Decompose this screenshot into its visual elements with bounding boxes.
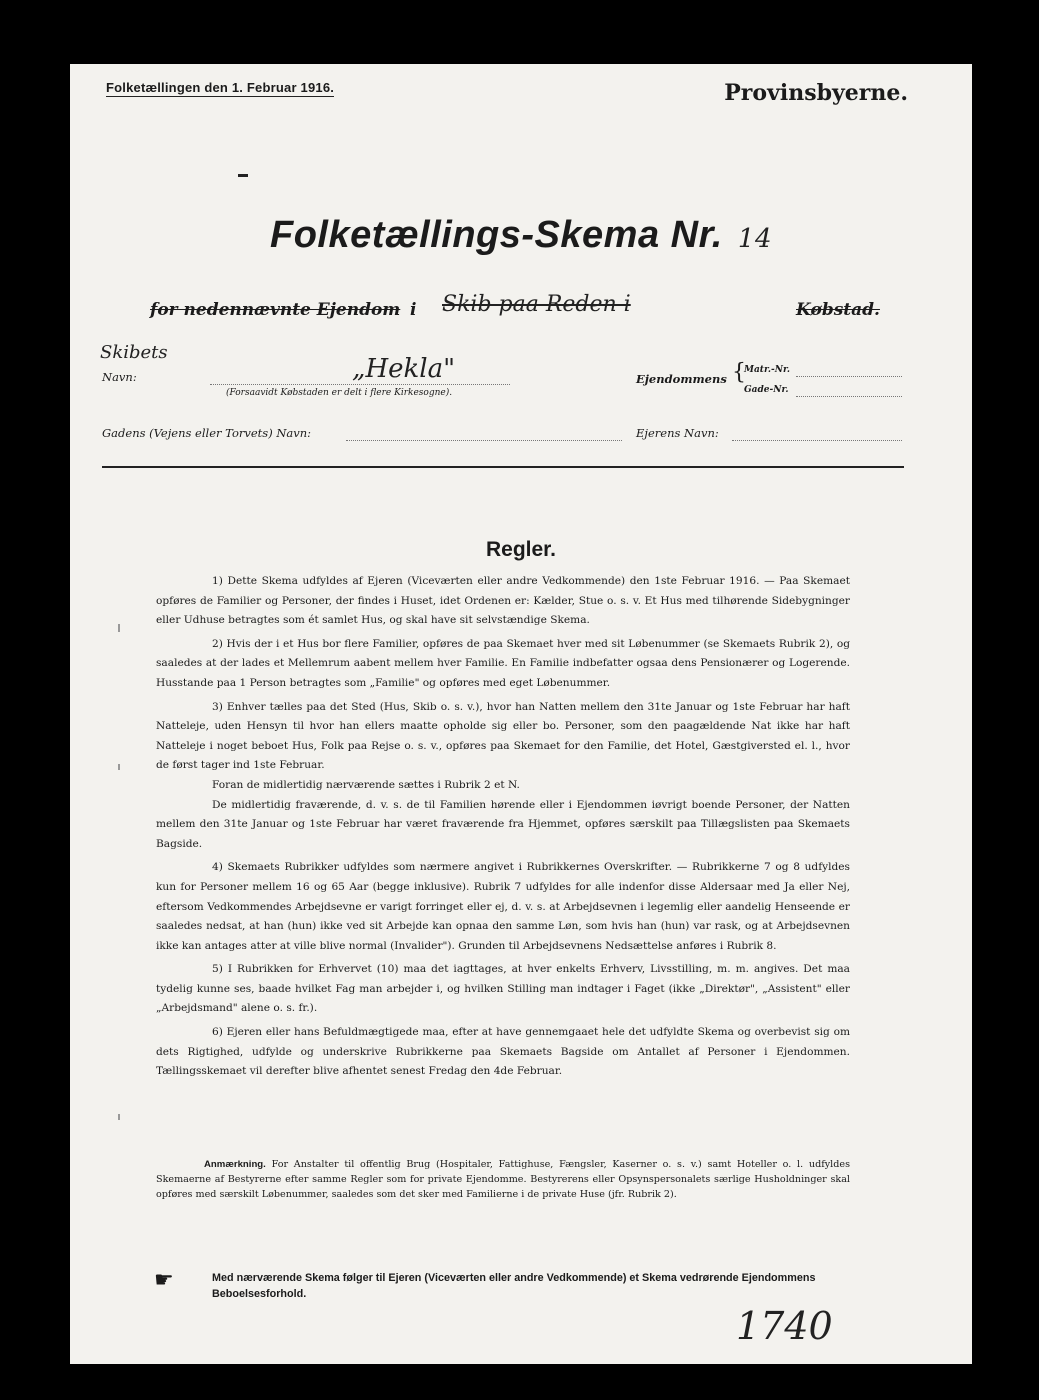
street-name-label: Gadens (Vejens eller Torvets) Navn: — [102, 426, 312, 440]
rule-paragraph-3c: De midlertidig fraværende, d. v. s. de til Familien hørende eller i Ejendommen iøvrigt boende Personer, der Natten mellem den 31te Januar og 1ste Februar har været fraværende fra Hjemmet, opføres særskilt paa Tillægslisten paa Skemaets Bagside. — [156, 798, 850, 850]
parish-note: (Forsaavidt Købstaden er delt i flere Kirkesogne). — [226, 388, 453, 398]
handwritten-location: Skib paa Reden i — [442, 292, 631, 317]
rule-paragraph-6: 6) Ejeren eller hans Befuldmægtigede maa, efter at have gennemgaaet hele det udfyldte Skema og overbevist sig om dets Rigtighed, udfylde og underskrive Rubrikkerne paa Skemaets Bagside om Antallet af Personer i Ejendommen. Tællingsskemaet vil derefter blive afhentet senest Fredag den 4de Februar. — [156, 1026, 850, 1078]
gade-nr-label: Gade-Nr. — [744, 385, 789, 395]
name-label: Navn: — [102, 370, 137, 384]
census-date-header: Folketællingen den 1. Februar 1916. — [106, 80, 335, 95]
rule-paragraph-5: 5) I Rubrikken for Erhvervet (10) maa det iagttages, at hver enkelts Erhverv, Livsstilling, m. m. angives. Det maa tydelig kunne ses, baade hvilket Fag man arbejder i, og hvilken Stilling man indtager i Faget (ikke „Direktør", „Assistent" eller „Arbejdsmand" alene o. s. fr.). — [156, 963, 850, 1015]
rule-paragraph-3: 3) Enhver tælles paa det Sted (Hus, Skib o. s. v.), hvor han Natten mellem den 31te Januar og 1ste Februar har haft Natteleje, uden Hensyn til hvor han ellers maatte opholde sig eller bo. Personer, som den paagældende Nat ikke har haft Natteleje i noget beboet Hus, Folk paa Rejse o. s. v., opføres paa Skemaet for den Familie, det Hotel, Gæstgiversted el. l., hvor de først tager ind 1ste Februar. — [156, 700, 850, 772]
rule-paragraph-4: 4) Skemaets Rubrikker udfyldes som nærmere angivet i Rubrikkernes Overskrifter. — Rubrikkerne 7 og 8 udfyldes kun for Personer mellem 16 og 65 Aar (begge inklusive). Rubrik 7 udfyldes for alle indenfor disse Aldersaar med Ja eller Nej, eftersom Vedkommendes Arbejdsevne er varigt forringet eller ej, d. v. s. at Arbejdsevnen i legemlig eller aandelig Henseende er saaledes nedsat, at han (hun) ikke ved sit Arbejde kan opnaa den samme Løn, som hvis han (hun) var rask, og at Arbejdsevnen ikke kan antages atter at ville blive normal (Invalider"). Grunden til Arbejdsevnens Nedsættelse anføres i Rubrik 8. — [156, 861, 850, 952]
handwritten-page-number: 1740 — [736, 1304, 833, 1348]
remark-label: Anmærkning. — [204, 1159, 266, 1170]
rules-title: Regler. — [485, 538, 557, 561]
section-divider — [102, 466, 904, 468]
remark-body: For Anstalter til offentlig Brug (Hospitaler, Fattighuse, Fængsler, Kaserner o. s. v.) samt Hoteller o. l. udfyldes Skemaerne af Bestyrerne efter samme Regler som for private Ejendomme. Bestyrerens eller Opsynspersonalets særlige Husholdninger skal opføres med særskilt Løbenummer, saaledes som det sker med Familierne i de private Huse (jfr. Rubrik 2). — [156, 1159, 850, 1200]
name-dotted-line — [210, 384, 510, 385]
brace-symbol: { — [732, 360, 746, 385]
bottom-note: Med nærværende Skema følger til Ejeren (Viceværten eller andre Vedkommende) et Skema vedrørende Ejendommens Beboelsesforhold. — [212, 1272, 816, 1300]
gade-nr-dotted-line — [796, 396, 902, 397]
property-label: Ejendommens — [636, 372, 727, 386]
ship-name-value: „Hekla" — [352, 354, 456, 384]
struck-property-text: for nedennævnte Ejendom — [150, 300, 401, 320]
margin-mark — [118, 1114, 120, 1120]
matr-nr-label: Matr.-Nr. — [744, 365, 791, 375]
street-name-dotted-line — [346, 440, 622, 441]
margin-mark — [118, 624, 120, 632]
rule-paragraph-3b: Foran de midlertidig nærværende sættes i Rubrik 2 et N. — [212, 778, 520, 791]
rules-text — [156, 572, 850, 1086]
matr-nr-dotted-line — [796, 376, 902, 377]
region-header: Provinsbyerne. — [724, 80, 908, 106]
subtitle-connector: i — [410, 300, 417, 320]
rule-paragraph-2: 2) Hvis der i et Hus bor flere Familier, opføres de paa Skemaet hver med sit Løbenummer (se Skemaets Rubrik 2), og saaledes at der lades et Mellemrum aabent mellem hver Familie. En Familie indbefatter ogsaa dens Pensionærer og Logerende. Husstande paa 1 Person betragtes som „Familie" og opføres med eget Løbenummer. — [156, 637, 850, 689]
form-title — [70, 214, 972, 257]
remark-text — [156, 1158, 850, 1202]
pointing-hand-icon: ☛ — [154, 1268, 174, 1293]
rule-paragraph-1: 1) Dette Skema udfyldes af Ejeren (Viceværten eller andre Vedkommende) den 1ste Februar 1916. — Paa Skemaet opføres de Familier og Personer, der findes i Huset, idet Ordenen er: Kælder, Stue o. s. v. Et Hus med tilhørende Sidebygninger eller Udhuse betragtes som ét samlet Hus, og skal have sit selvstændige Skema. — [156, 575, 850, 627]
owner-name-label: Ejerens Navn: — [636, 426, 719, 440]
margin-mark — [118, 764, 120, 770]
form-title-text: Folketællings-Skema Nr. — [269, 214, 723, 256]
census-form-page — [70, 64, 972, 1364]
dash-mark — [238, 174, 248, 177]
handwritten-skibets: Skibets — [100, 342, 168, 363]
owner-name-dotted-line — [732, 440, 902, 441]
struck-town-text: Købstad. — [796, 300, 880, 320]
form-number-handwritten: 14 — [737, 224, 773, 254]
